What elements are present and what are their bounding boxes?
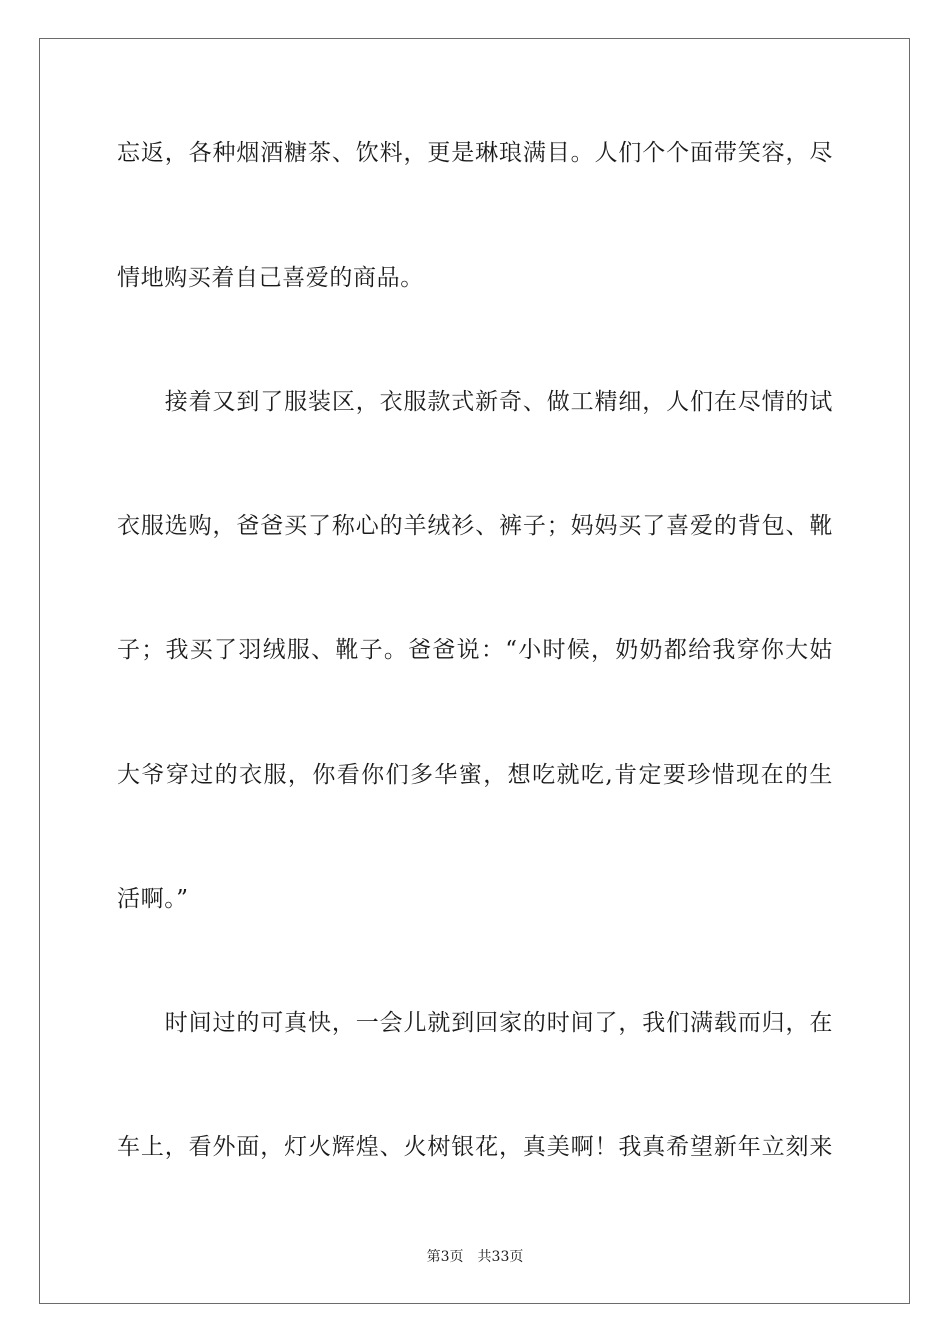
text-line-1: 忘返，各种烟酒糖茶、饮料，更是琳琅满目。人们个个面带笑容，尽 bbox=[117, 140, 833, 166]
text-line-8: 时间过的可真快，一会儿就到回家的时间了，我们满载而归，在 bbox=[117, 1010, 833, 1036]
text-line-2: 情地购买着自己喜爱的商品。 bbox=[117, 265, 424, 291]
text-line-9: 车上，看外面，灯火辉煌、火树银花，真美啊！我真希望新年立刻来 bbox=[117, 1134, 833, 1160]
text-line-4: 衣服选购，爸爸买了称心的羊绒衫、裤子；妈妈买了喜爱的背包、靴 bbox=[117, 513, 833, 539]
page-number-footer: 第3页 共33页 bbox=[426, 1249, 524, 1265]
text-line-6: 大爷穿过的衣服，你看你们多华蜜，想吃就吃,肯定要珍惜现在的生 bbox=[117, 762, 833, 788]
page-border bbox=[39, 38, 910, 1304]
text-line-5: 子；我买了羽绒服、靴子。爸爸说：“小时候，奶奶都给我穿你大姑 bbox=[117, 637, 833, 663]
text-line-7: 活啊。” bbox=[117, 886, 189, 912]
text-line-3: 接着又到了服装区，衣服款式新奇、做工精细，人们在尽情的试 bbox=[117, 389, 833, 415]
